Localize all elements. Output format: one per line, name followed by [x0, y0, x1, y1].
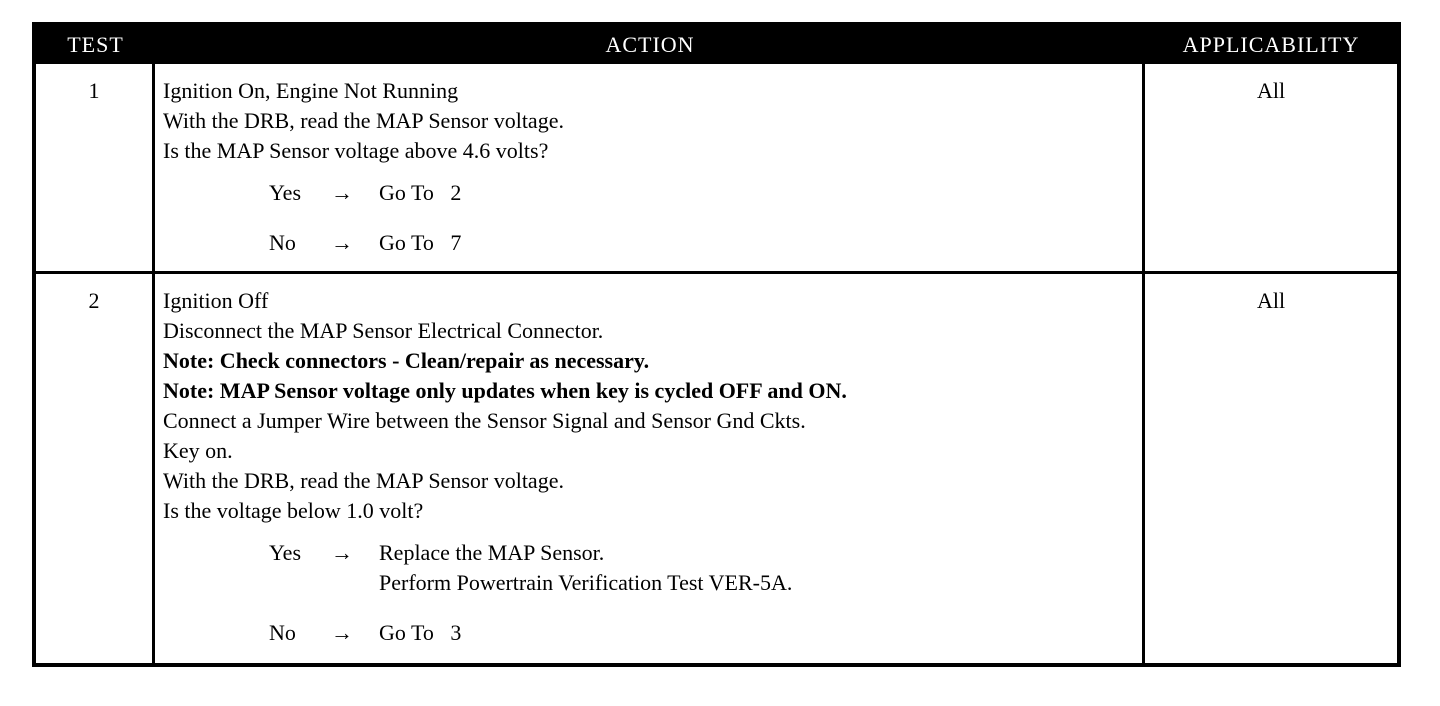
arrow-icon: → [331, 540, 353, 565]
action-line: Key on. [163, 438, 233, 463]
result-line: Perform Powertrain Verification Test VER-5A. [379, 570, 793, 595]
arrow-icon: → [331, 180, 353, 205]
result-line: Go To 3 [379, 620, 462, 645]
header-action: ACTION [605, 32, 695, 57]
action-line: With the DRB, read the MAP Sensor voltage. [163, 108, 564, 133]
result-line: Go To 7 [379, 230, 462, 255]
outcome-result [379, 538, 1134, 598]
applicability-value: All [1256, 78, 1286, 103]
action-line: Is the voltage below 1.0 volt? [163, 498, 424, 523]
outcomes [163, 178, 1134, 258]
outcome-answer: Yes [269, 540, 302, 565]
outcomes [163, 538, 1134, 648]
outcome-answer: No [269, 230, 296, 255]
result-line: Go To 2 [379, 180, 462, 205]
action-line: Is the MAP Sensor voltage above 4.6 volts? [163, 138, 549, 163]
action-line: Ignition On, Engine Not Running [163, 78, 459, 103]
header-test: TEST [67, 32, 124, 57]
test-number: 1 [36, 64, 155, 271]
outcome-yes [269, 178, 1134, 208]
outcome-yes [269, 538, 1134, 598]
outcome-no [269, 228, 1134, 258]
header-applicability: APPLICABILITY [1182, 32, 1360, 57]
applicability-value: All [1256, 288, 1286, 313]
table-header [36, 26, 1397, 64]
diagnostic-table [32, 22, 1401, 667]
outcome-result [379, 228, 1134, 258]
test-number: 2 [36, 274, 155, 664]
arrow-icon: → [331, 230, 353, 255]
action-line: With the DRB, read the MAP Sensor voltage. [163, 468, 564, 493]
action-cell [155, 274, 1145, 664]
note-line: Note: Check connectors - Clean/repair as necessary. [163, 348, 650, 373]
table-row [36, 64, 1397, 274]
note-line: Note: MAP Sensor voltage only updates when key is cycled OFF and ON. [163, 378, 847, 403]
outcome-answer: Yes [269, 180, 302, 205]
action-line: Disconnect the MAP Sensor Electrical Connector. [163, 318, 604, 343]
action-cell [155, 64, 1145, 271]
table-row [36, 274, 1397, 664]
outcome-no [269, 618, 1134, 648]
outcome-answer: No [269, 620, 296, 645]
action-line: Connect a Jumper Wire between the Sensor Signal and Sensor Gnd Ckts. [163, 408, 806, 433]
result-line: Replace the MAP Sensor. [379, 540, 605, 565]
arrow-icon: → [331, 620, 353, 645]
action-line: Ignition Off [163, 288, 269, 313]
outcome-result [379, 178, 1134, 208]
outcome-result [379, 618, 1134, 648]
